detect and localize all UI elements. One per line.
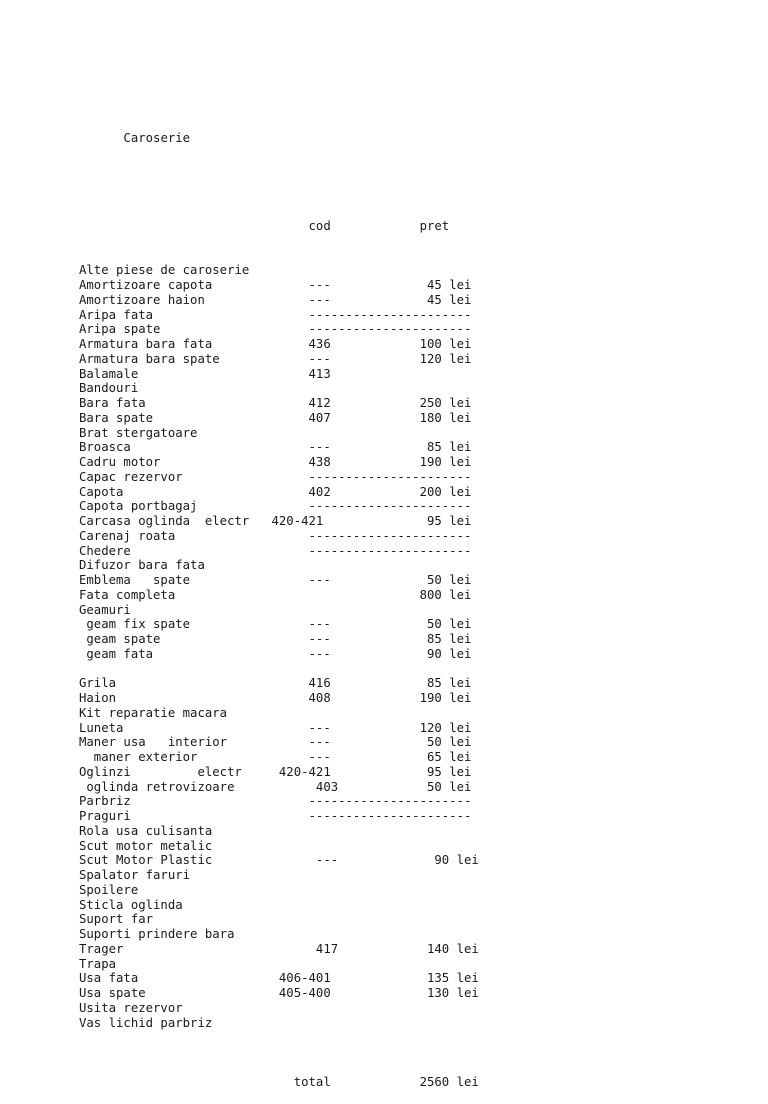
- list-item: [79, 647, 479, 662]
- part-name: Parbriz: [79, 794, 131, 809]
- part-name: Fata completa: [79, 587, 176, 602]
- part-price: 100 lei: [419, 337, 472, 351]
- part-name: Difuzor bara fata: [79, 558, 205, 573]
- list-item: [79, 367, 479, 382]
- part-code: ---: [308, 573, 331, 587]
- list-item: [79, 957, 479, 972]
- part-code: 438: [308, 455, 331, 469]
- list-item: [79, 824, 479, 839]
- part-name: Geamuri: [79, 602, 131, 617]
- part-name: Trager: [79, 941, 124, 956]
- part-name: Praguri: [79, 809, 131, 823]
- part-code: ---: [308, 750, 331, 764]
- list-item: [79, 337, 479, 352]
- part-code: ---: [308, 440, 331, 455]
- part-name: Carcasa oglinda electr: [79, 514, 250, 528]
- part-name: Amortizoare capota: [79, 278, 213, 292]
- list-item: [79, 750, 479, 765]
- part-price: 180 lei: [419, 410, 472, 425]
- part-code: ---: [308, 646, 331, 661]
- part-code: 413: [308, 366, 331, 381]
- list-item: [79, 396, 479, 411]
- list-item: [79, 499, 479, 514]
- list-item: [79, 912, 479, 927]
- part-name: geam fata: [79, 646, 154, 661]
- part-name: Balamale: [79, 366, 139, 381]
- not-available-dash: ----------------------: [308, 307, 472, 322]
- part-price: 140 lei: [426, 941, 479, 956]
- part-name: Haion: [79, 691, 117, 705]
- part-name: Aripa fata: [79, 307, 154, 322]
- list-item: [79, 322, 479, 337]
- part-name: Armatura bara spate: [79, 351, 220, 366]
- list-item: [79, 883, 479, 898]
- part-code: 408: [308, 691, 331, 705]
- list-item: [79, 293, 479, 308]
- list-item: [79, 691, 479, 706]
- list-item: [79, 853, 479, 868]
- part-name: Chedere: [79, 543, 131, 558]
- list-item: [79, 986, 479, 1001]
- part-price: 50 lei: [426, 779, 472, 794]
- part-code: 417: [315, 941, 339, 956]
- part-code: 416: [308, 676, 331, 691]
- part-name: Vas lichid parbriz: [79, 1015, 213, 1030]
- part-name: Usa fata: [79, 971, 139, 986]
- not-available-dash: ----------------------: [308, 528, 472, 543]
- part-price: 90 lei: [427, 646, 472, 661]
- part-name: Emblema spate: [79, 573, 191, 587]
- part-name: geam fix spate: [79, 617, 191, 632]
- list-item: [79, 676, 479, 691]
- part-price: 120 lei: [419, 720, 472, 735]
- list-item: [79, 809, 479, 824]
- list-item: [79, 617, 479, 632]
- not-available-dash: ----------------------: [308, 809, 472, 823]
- list-item: [79, 455, 479, 470]
- part-code: ---: [308, 617, 331, 632]
- list-item: [79, 603, 479, 618]
- part-name: Usita rezervor: [79, 1000, 183, 1015]
- part-name: oglinda retrovizoare: [79, 779, 235, 794]
- list-item: [79, 839, 479, 854]
- part-name: Rola usa culisanta: [79, 823, 213, 838]
- parts-list: [79, 263, 479, 1045]
- list-item: [79, 426, 479, 441]
- list-item: [79, 706, 479, 721]
- part-name: Luneta: [79, 720, 124, 735]
- list-item: [79, 573, 479, 588]
- list-item: [79, 868, 479, 883]
- part-name: Suport far: [79, 912, 154, 927]
- part-price: 95 lei: [426, 764, 472, 779]
- part-price: 50 lei: [427, 573, 472, 587]
- part-code: 402: [308, 484, 331, 499]
- part-code: 436: [308, 337, 331, 351]
- list-item: [79, 1016, 479, 1031]
- page-title: Caroserie: [123, 130, 191, 145]
- part-code: ---: [308, 632, 331, 646]
- part-code: 406-401: [278, 971, 331, 986]
- part-code: ---: [308, 720, 331, 735]
- part-code: 420-421: [278, 764, 331, 779]
- list-item: [79, 1001, 479, 1016]
- part-code: 412: [308, 396, 331, 410]
- part-code: 420-421: [271, 514, 324, 528]
- part-price: 85 lei: [427, 676, 472, 691]
- part-name: geam spate: [79, 632, 161, 646]
- part-name: Usa spate: [79, 986, 146, 1000]
- part-name: maner exterior: [79, 750, 198, 764]
- part-name: Spoilere: [79, 882, 139, 897]
- part-name: Bandouri: [79, 381, 139, 396]
- part-name: Capota portbagaj: [79, 499, 198, 514]
- document-title-line: [79, 131, 479, 146]
- list-item: [79, 794, 479, 809]
- part-name: Maner usa interior: [79, 735, 228, 750]
- not-available-dash: ----------------------: [308, 499, 472, 514]
- list-item: [79, 440, 479, 455]
- part-price: 190 lei: [419, 691, 472, 705]
- part-name: Kit reparatie macara: [79, 705, 228, 720]
- part-price: 50 lei: [426, 735, 472, 750]
- part-price: 50 lei: [427, 617, 472, 632]
- part-name: Bara fata: [79, 396, 146, 410]
- total-line: [79, 1075, 479, 1090]
- list-item: [79, 278, 479, 293]
- part-code: 405-400: [278, 986, 331, 1000]
- part-name: Carenaj roata: [79, 528, 176, 543]
- part-code: 403: [315, 779, 339, 794]
- list-item: [79, 485, 479, 500]
- part-price: 85 lei: [426, 440, 472, 455]
- list-item: [79, 470, 479, 485]
- list-item: [79, 411, 479, 426]
- list-item: [79, 263, 479, 278]
- part-name: Aripa spate: [79, 322, 161, 337]
- part-price: 800 lei: [419, 587, 472, 602]
- list-item: [79, 942, 479, 957]
- list-item: [79, 927, 479, 942]
- list-item: [79, 352, 479, 367]
- part-name: Sticla oglinda: [79, 897, 183, 912]
- list-item: [79, 588, 479, 603]
- document: [79, 101, 479, 1104]
- list-item: [79, 735, 479, 750]
- column-headers: [79, 219, 479, 234]
- total-label: total: [293, 1074, 331, 1089]
- part-price: 250 lei: [419, 396, 472, 410]
- total-value: 2560 lei: [419, 1074, 479, 1089]
- part-price: 190 lei: [419, 455, 472, 469]
- list-item: [79, 632, 479, 647]
- list-item: [79, 971, 479, 986]
- list-item: [79, 898, 479, 913]
- part-price: 200 lei: [419, 484, 472, 499]
- part-price: 130 lei: [426, 986, 479, 1000]
- part-name: Grila: [79, 676, 117, 691]
- part-name: Brat stergatoare: [79, 425, 198, 440]
- part-code: ---: [308, 351, 331, 366]
- part-code: ---: [308, 735, 331, 750]
- part-price: 65 lei: [427, 750, 472, 764]
- list-item: [79, 558, 479, 573]
- part-name: Alte piese de caroserie: [79, 263, 250, 278]
- list-item: [79, 529, 479, 544]
- part-name: Trapa: [79, 956, 117, 971]
- list-item: [79, 721, 479, 736]
- part-name: Oglinzi electr: [79, 764, 242, 779]
- list-item: [79, 765, 479, 780]
- list-item: [79, 544, 479, 559]
- part-name: Broasca: [79, 440, 131, 455]
- part-name: Capac rezervor: [79, 469, 183, 484]
- list-item: [79, 780, 479, 795]
- not-available-dash: ----------------------: [308, 469, 472, 484]
- part-name: Armatura bara fata: [79, 337, 213, 351]
- not-available-dash: ----------------------: [308, 543, 472, 558]
- part-name: Bara spate: [79, 410, 154, 425]
- part-price: 120 lei: [419, 351, 472, 366]
- header-cod: cod: [308, 219, 331, 233]
- part-name: Scut Motor Plastic: [79, 853, 213, 868]
- header-pret: pret: [419, 219, 450, 233]
- part-code: 407: [308, 410, 331, 425]
- part-code: ---: [315, 853, 339, 868]
- spacer: [79, 662, 479, 677]
- spacer: [79, 1030, 479, 1045]
- part-code: ---: [308, 278, 331, 292]
- part-price: 85 lei: [426, 632, 472, 646]
- part-price: 45 lei: [426, 278, 472, 292]
- list-item: [79, 514, 479, 529]
- part-price: 45 lei: [426, 292, 472, 307]
- not-available-dash: ----------------------: [308, 322, 472, 337]
- part-name: Amortizoare haion: [79, 292, 205, 307]
- part-code: ---: [308, 292, 331, 307]
- part-name: Suporti prindere bara: [79, 927, 235, 941]
- part-price: 95 lei: [426, 514, 472, 528]
- list-item: [79, 381, 479, 396]
- part-name: Cadru motor: [79, 455, 161, 469]
- list-item: [79, 308, 479, 323]
- part-name: Scut motor metalic: [79, 838, 213, 853]
- part-name: Capota: [79, 484, 124, 499]
- part-price: 135 lei: [426, 971, 479, 986]
- part-name: Spalator faruri: [79, 868, 191, 882]
- part-price: 90 lei: [434, 853, 479, 868]
- not-available-dash: ----------------------: [308, 794, 472, 809]
